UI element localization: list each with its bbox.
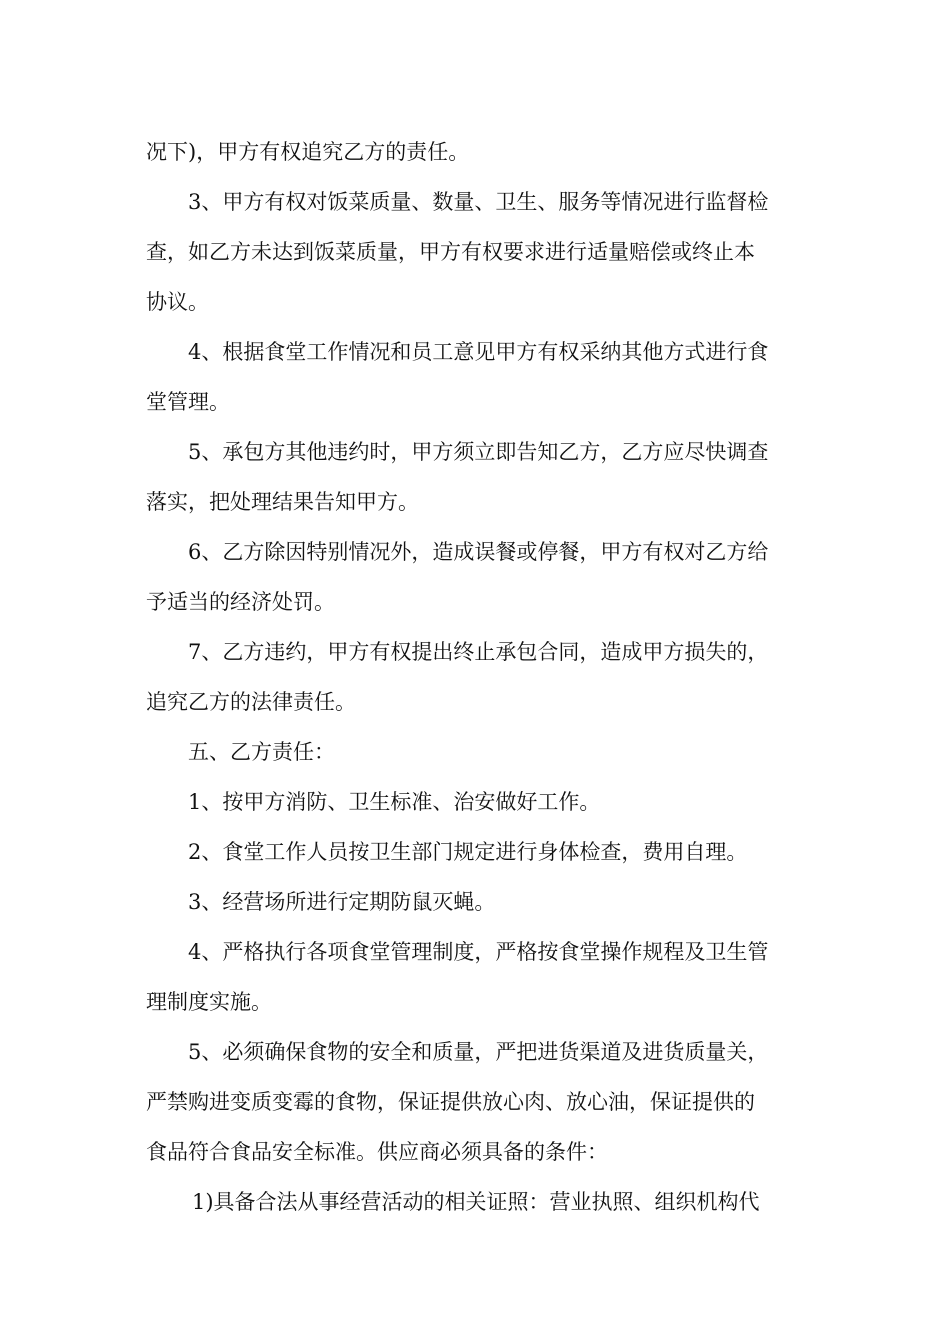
text-line: 查，如乙方未达到饭菜质量，甲方有权要求进行适量赔偿或终止本 [146,240,755,264]
text-line: 况下)，甲方有权追究乙方的责任。 [146,140,470,164]
section-heading: 五、乙方责任： [188,740,335,764]
text-line: 5、必须确保食物的安全和质量，严把进货渠道及进货质量关， [188,1040,769,1064]
text-line: 2、食堂工作人员按卫生部门规定进行身体检查，费用自理。 [188,840,748,864]
text-line: 追究乙方的法律责任。 [146,690,356,714]
text-line: 3、经营场所进行定期防鼠灭蝇。 [188,890,496,914]
text-line: 3、甲方有权对饭菜质量、数量、卫生、服务等情况进行监督检 [188,190,769,214]
text-line: 4、严格执行各项食堂管理制度，严格按食堂操作规程及卫生管 [188,940,769,964]
text-line: 予适当的经济处罚。 [146,590,335,614]
text-line: 1)具备合法从事经营活动的相关证照：营业执照、组织机构代 [192,1190,760,1214]
text-line: 协议。 [146,290,209,314]
text-line: 6、乙方除因特别情况外，造成误餐或停餐，甲方有权对乙方给 [188,540,769,564]
text-line: 严禁购进变质变霉的食物，保证提供放心肉、放心油，保证提供的 [146,1090,755,1114]
text-line: 5、承包方其他违约时，甲方须立即告知乙方，乙方应尽快调查 [188,440,769,464]
text-line: 堂管理。 [146,390,230,414]
text-line: 7、乙方违约，甲方有权提出终止承包合同，造成甲方损失的， [188,640,769,664]
text-line: 落实，把处理结果告知甲方。 [146,490,419,514]
text-line: 理制度实施。 [146,990,272,1014]
text-line: 1、按甲方消防、卫生标准、治安做好工作。 [188,790,601,814]
text-line: 食品符合食品安全标准。供应商必须具备的条件： [146,1140,608,1164]
text-line: 4、根据食堂工作情况和员工意见甲方有权采纳其他方式进行食 [188,340,769,364]
